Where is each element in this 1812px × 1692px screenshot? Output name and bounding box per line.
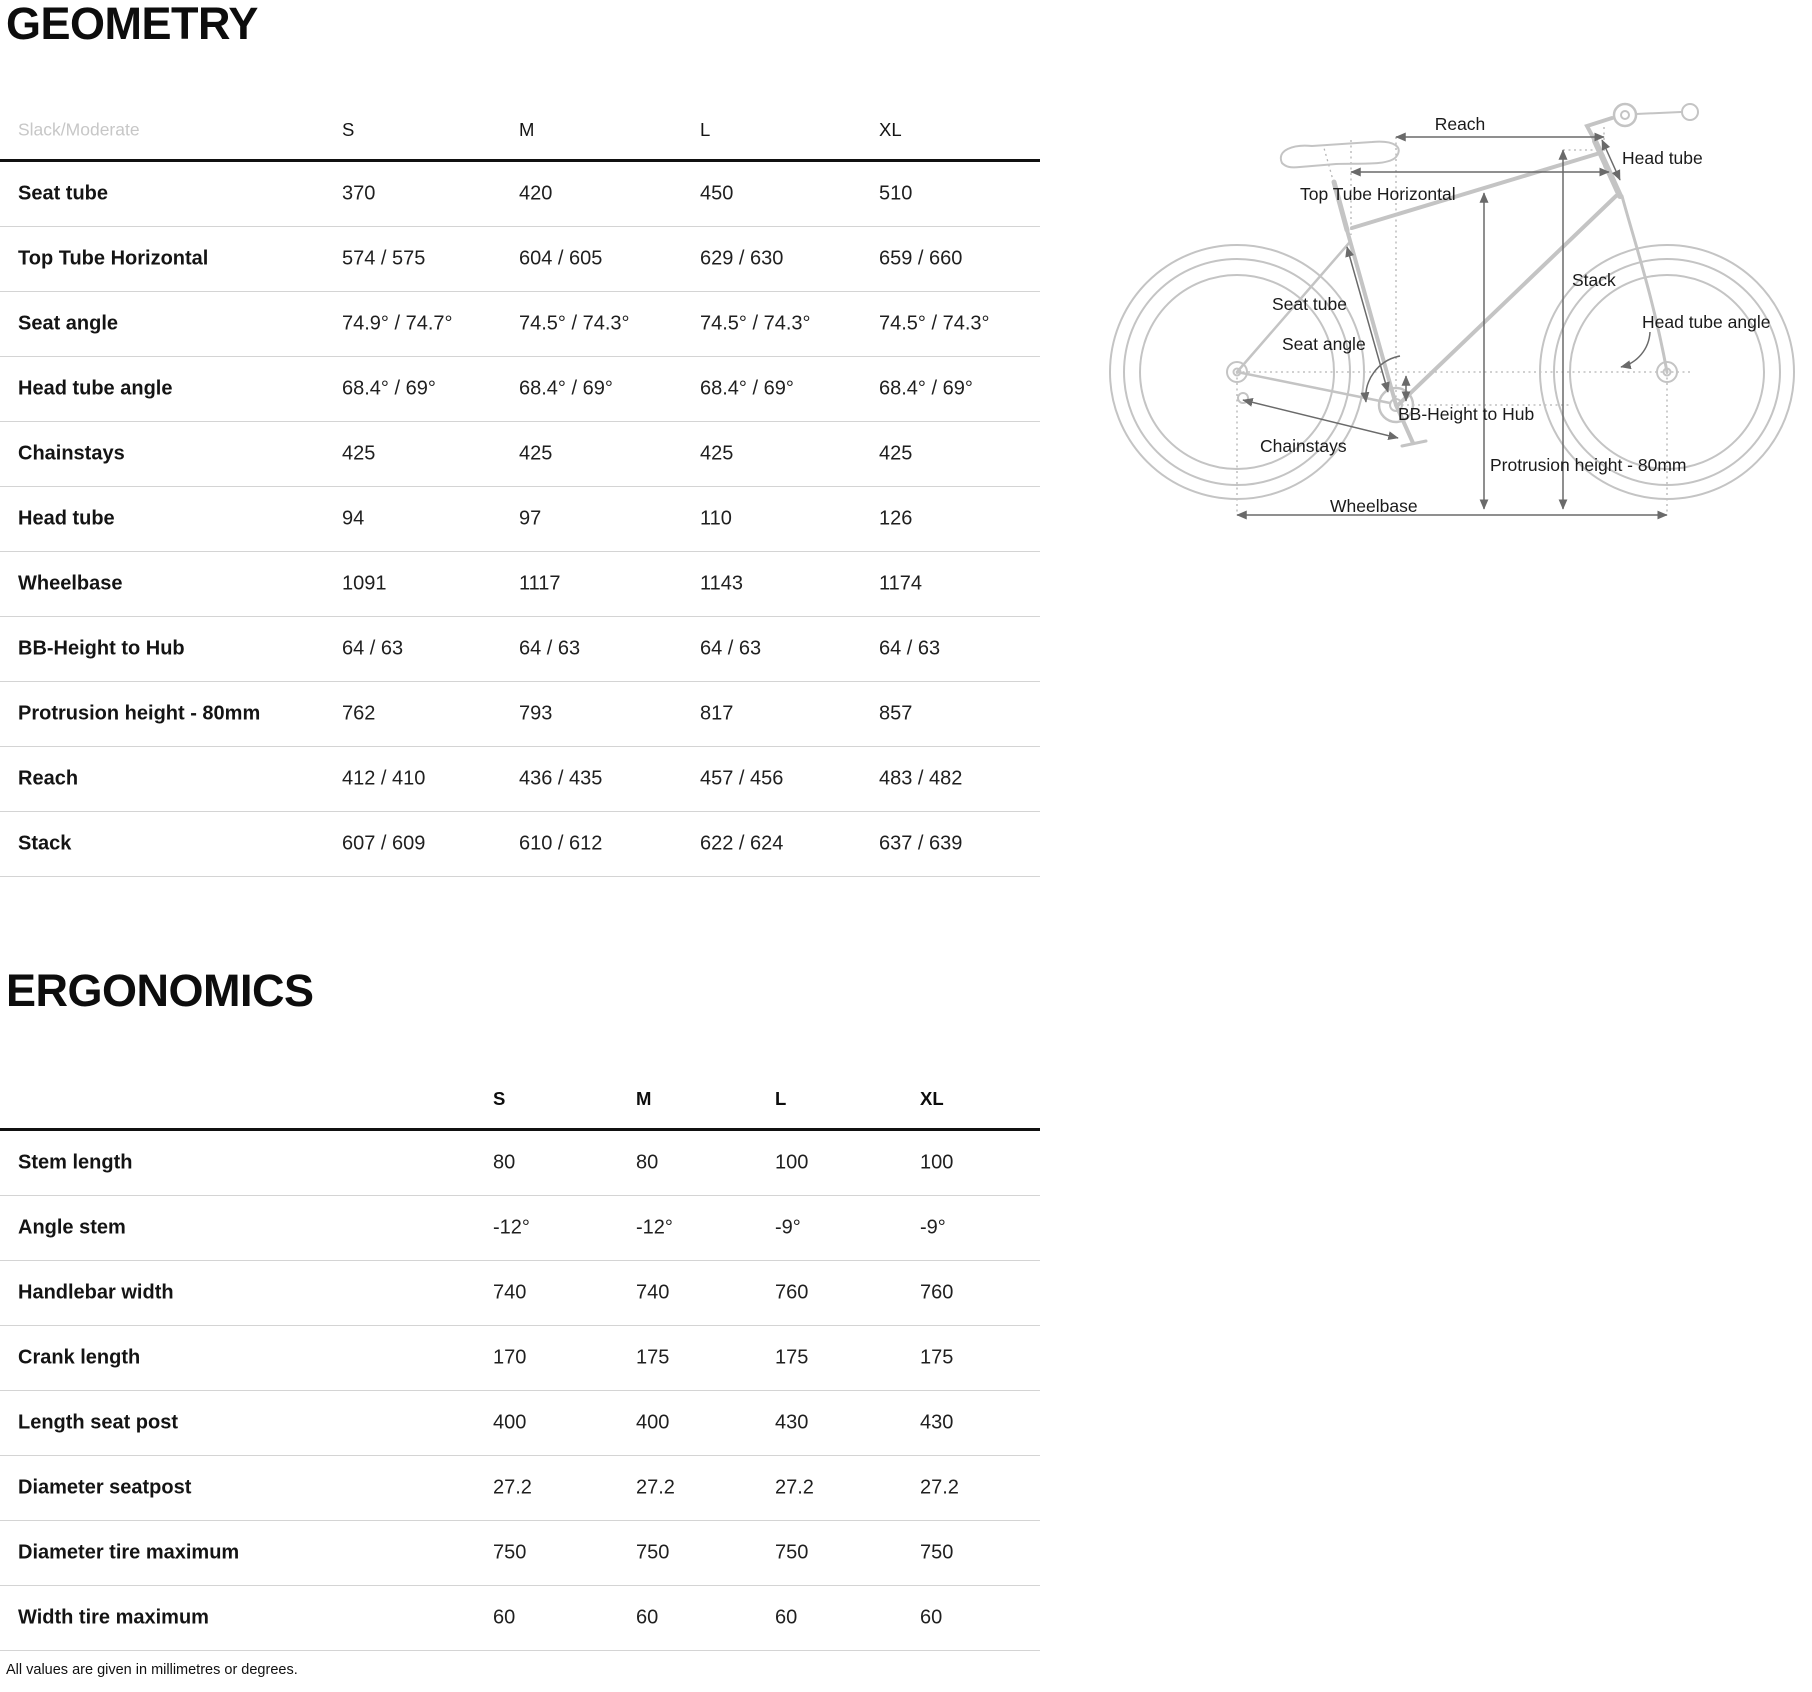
row-value: 400: [493, 1411, 527, 1434]
geometry-table: [0, 100, 1040, 877]
stack-label: Stack: [1572, 270, 1616, 290]
row-value: 510: [879, 182, 913, 205]
row-value: 574 / 575: [342, 247, 426, 270]
row-value: 760: [920, 1281, 954, 1304]
row-value: 68.4° / 69°: [519, 377, 613, 400]
table-row: [0, 1261, 1040, 1326]
row-label: BB-Height to Hub: [18, 637, 185, 660]
table-row: [0, 1131, 1040, 1196]
row-value: 610 / 612: [519, 832, 603, 855]
row-value: 27.2: [775, 1476, 814, 1499]
table-header-row: [0, 100, 1040, 162]
table-header-row: [0, 1069, 1040, 1131]
size-column-header: M: [519, 118, 535, 140]
row-value: 637 / 639: [879, 832, 963, 855]
row-value: 750: [636, 1541, 670, 1564]
table-row: [0, 552, 1040, 617]
ergonomics-table: [0, 1069, 1040, 1651]
units-note: All values are given in millimetres or degrees.: [6, 1662, 298, 1678]
row-value: 74.9° / 74.7°: [342, 312, 453, 335]
table-row: [0, 1456, 1040, 1521]
row-value: 412 / 410: [342, 767, 426, 790]
row-value: 80: [636, 1151, 659, 1174]
size-column-header: S: [493, 1087, 506, 1109]
row-value: 1117: [519, 572, 561, 595]
row-value: 27.2: [493, 1476, 532, 1499]
protrusion-height-label: Protrusion height - 80mm: [1490, 455, 1687, 475]
row-value: 762: [342, 702, 376, 725]
row-value: 483 / 482: [879, 767, 963, 790]
row-value: 750: [493, 1541, 527, 1564]
row-value: 450: [700, 182, 734, 205]
row-value: 64 / 63: [879, 637, 941, 660]
row-value: 425: [342, 442, 376, 465]
row-value: 60: [920, 1606, 943, 1629]
row-value: 68.4° / 69°: [700, 377, 794, 400]
row-value: 74.5° / 74.3°: [879, 312, 990, 335]
row-value: 750: [775, 1541, 809, 1564]
wheelbase-label: Wheelbase: [1330, 496, 1418, 516]
row-value: 793: [519, 702, 553, 725]
diagram-labels: [1260, 114, 1770, 516]
head-tube-label: Head tube: [1622, 148, 1703, 168]
row-value: 659 / 660: [879, 247, 963, 270]
row-value: 740: [493, 1281, 527, 1304]
seat-angle-label: Seat angle: [1282, 334, 1366, 354]
row-value: -12°: [636, 1216, 673, 1239]
table-row: [0, 747, 1040, 812]
row-value: 175: [920, 1346, 954, 1369]
row-value: 64 / 63: [342, 637, 404, 660]
row-value: 74.5° / 74.3°: [519, 312, 630, 335]
row-value: 370: [342, 182, 376, 205]
row-value: 97: [519, 507, 542, 530]
row-value: 425: [519, 442, 553, 465]
row-value: 68.4° / 69°: [879, 377, 973, 400]
row-value: 110: [700, 507, 732, 530]
row-value: 80: [493, 1151, 516, 1174]
row-label: Diameter seatpost: [18, 1476, 192, 1499]
row-label: Head tube: [18, 507, 115, 530]
table-row: [0, 1586, 1040, 1651]
table-row: [0, 162, 1040, 227]
ergonomics-section-title: ERGONOMICS: [6, 965, 314, 1016]
front-wheel: [1540, 245, 1794, 499]
table-row: [0, 357, 1040, 422]
dimension-arrows: [1237, 137, 1667, 515]
row-value: 27.2: [920, 1476, 959, 1499]
row-value: 64 / 63: [519, 637, 581, 660]
seat-angle-arc: [1366, 356, 1400, 402]
geometry-section-title: GEOMETRY: [6, 0, 258, 49]
row-value: 74.5° / 74.3°: [700, 312, 811, 335]
chainstays-arrow: [1243, 400, 1398, 438]
row-value: 400: [636, 1411, 670, 1434]
table-row: [0, 422, 1040, 487]
row-label: Width tire maximum: [18, 1606, 209, 1629]
top-tube-horizontal-label: Top Tube Horizontal: [1300, 184, 1456, 204]
row-value: 60: [493, 1606, 516, 1629]
row-label: Protrusion height - 80mm: [18, 702, 261, 725]
row-value: 607 / 609: [342, 832, 426, 855]
row-value: 175: [636, 1346, 670, 1369]
head-tube-angle-label: Head tube angle: [1642, 312, 1771, 332]
table-row: [0, 682, 1040, 747]
seat-tube-arrow: [1347, 247, 1388, 392]
bb-height-to-hub-label: BB-Height to Hub: [1398, 404, 1535, 424]
row-label: Top Tube Horizontal: [18, 247, 209, 270]
row-value: 604 / 605: [519, 247, 603, 270]
row-value: 817: [700, 702, 734, 725]
row-value: 425: [879, 442, 913, 465]
row-value: 64 / 63: [700, 637, 762, 660]
table-row: [0, 227, 1040, 292]
size-column-header: XL: [879, 118, 902, 140]
row-label: Length seat post: [18, 1411, 179, 1434]
row-value: 1091: [342, 572, 387, 595]
table-row: [0, 1391, 1040, 1456]
size-column-header: M: [636, 1087, 652, 1109]
row-label: Crank length: [18, 1346, 141, 1369]
table-row: [0, 292, 1040, 357]
row-value: 175: [775, 1346, 809, 1369]
row-value: 436 / 435: [519, 767, 603, 790]
row-value: 126: [879, 507, 913, 530]
table-row: [0, 487, 1040, 552]
row-value: 27.2: [636, 1476, 675, 1499]
size-column-header: L: [775, 1087, 787, 1109]
head-tube-angle-arc: [1621, 332, 1650, 367]
size-column-header: S: [342, 118, 355, 140]
table-row: [0, 617, 1040, 682]
bike-frame: [1237, 104, 1698, 446]
row-label: Wheelbase: [18, 572, 123, 595]
row-value: 100: [775, 1151, 809, 1174]
row-value: 430: [775, 1411, 809, 1434]
size-column-header: L: [700, 118, 711, 140]
row-value: 629 / 630: [700, 247, 784, 270]
row-value: -9°: [920, 1216, 946, 1239]
table-header-label: Slack/Moderate: [18, 119, 140, 139]
row-value: -12°: [493, 1216, 530, 1239]
row-value: 760: [775, 1281, 809, 1304]
row-value: 457 / 456: [700, 767, 784, 790]
row-label: Stack: [18, 832, 72, 855]
seat-tube-label: Seat tube: [1272, 294, 1347, 314]
row-value: 750: [920, 1541, 954, 1564]
row-value: 170: [493, 1346, 527, 1369]
row-value: 1143: [700, 572, 744, 595]
row-value: 857: [879, 702, 913, 725]
row-value: 430: [920, 1411, 954, 1434]
row-label: Diameter tire maximum: [18, 1541, 240, 1564]
table-row: [0, 812, 1040, 877]
row-value: 60: [636, 1606, 659, 1629]
row-value: 425: [700, 442, 734, 465]
row-value: 622 / 624: [700, 832, 784, 855]
row-value: 94: [342, 507, 365, 530]
chainstays-label: Chainstays: [1260, 436, 1347, 456]
row-label: Head tube angle: [18, 377, 173, 400]
row-label: Stem length: [18, 1151, 133, 1174]
row-value: 100: [920, 1151, 954, 1174]
table-row: [0, 1196, 1040, 1261]
guide-dotted-lines: [1237, 127, 1690, 515]
row-value: 68.4° / 69°: [342, 377, 436, 400]
head-tube-arrow: [1602, 140, 1620, 180]
table-row: [0, 1326, 1040, 1391]
row-value: -9°: [775, 1216, 801, 1239]
row-value: 60: [775, 1606, 798, 1629]
row-label: Chainstays: [18, 442, 125, 465]
row-label: Handlebar width: [18, 1281, 174, 1304]
table-row: [0, 1521, 1040, 1586]
row-label: Reach: [18, 767, 79, 790]
row-label: Seat angle: [18, 312, 119, 335]
row-label: Seat tube: [18, 182, 109, 205]
row-value: 420: [519, 182, 553, 205]
row-label: Angle stem: [18, 1216, 126, 1239]
size-column-header: XL: [920, 1087, 944, 1109]
row-value: 1174: [879, 572, 923, 595]
reach-label: Reach: [1434, 114, 1486, 134]
row-value: 740: [636, 1281, 670, 1304]
rear-wheel: [1110, 245, 1364, 499]
